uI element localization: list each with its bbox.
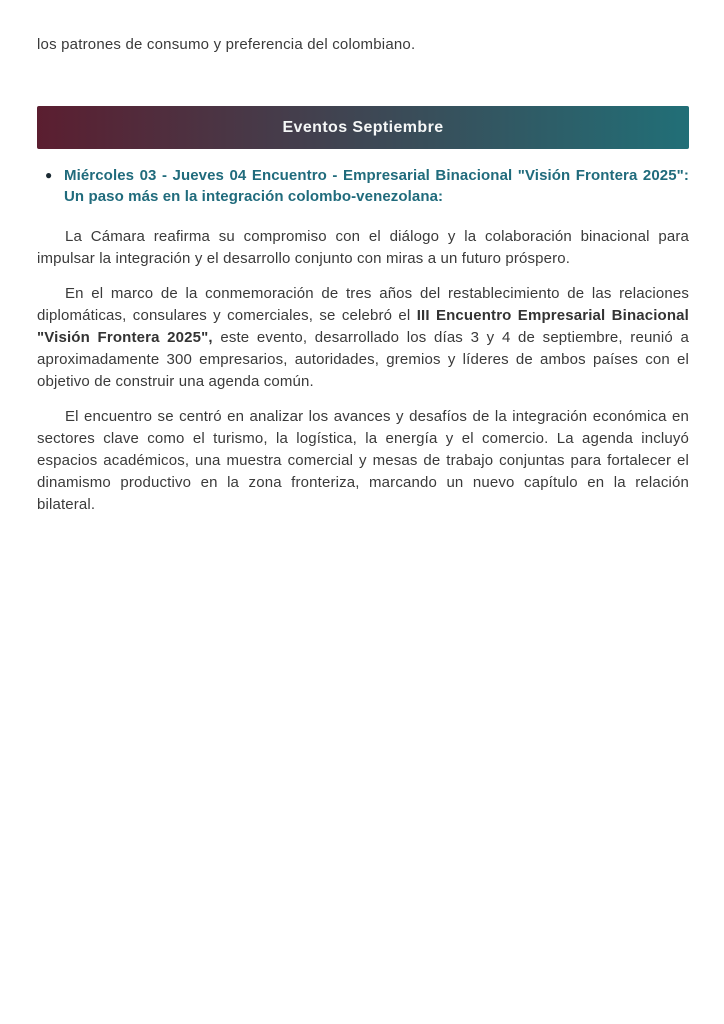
bullet-icon: ● (45, 168, 53, 182)
section-banner (37, 106, 689, 149)
paragraph-2-text-before: En el marco de la conmemoración de tres años del restablecimiento de las relaciones diplomáticas, consulares y comerciales, se celebró el (37, 285, 689, 324)
event-heading: Miércoles 03 - Jueves 04 Encuentro - Empresarial Binacional "Visión Frontera 2025": Un paso más en la integración colombo-venezolana: (64, 167, 689, 205)
event-paragraph-3: El encuentro se centró en analizar los avances y desafíos de la integración económica en sectores clave como el turismo, la logística, la energía y el comercio. La agenda incluyó espacios académicos, una muestra comercial y mesas de trabajo conjuntas para fortalecer el dinamismo productivo en la zona fronteriza, marcando un nuevo capítulo en la relación bilateral. (37, 408, 689, 513)
paragraph-2-bold-event-name: III Encuentro Empresarial Binacional "Visión Frontera 2025", (37, 307, 689, 346)
page-content (37, 0, 689, 516)
intro-continuation-text: los patrones de consumo y preferencia del colombiano. (37, 36, 416, 53)
section-banner-title: Eventos Septiembre (282, 118, 444, 136)
paragraph-2-text-after: este evento, desarrollado los días 3 y 4 de septiembre, reunió a aproximadamente 300 empresarios, autoridades, gremios y líderes de ambos países con el objetivo de construir una agenda común. (37, 329, 690, 390)
event-paragraph-2 (37, 283, 689, 393)
event-paragraph-1: La Cámara reafirma su compromiso con el diálogo y la colaboración binacional para impulsar la integración y el desarrollo conjunto con miras a un futuro próspero. (37, 228, 689, 267)
event-list-item (37, 165, 689, 207)
